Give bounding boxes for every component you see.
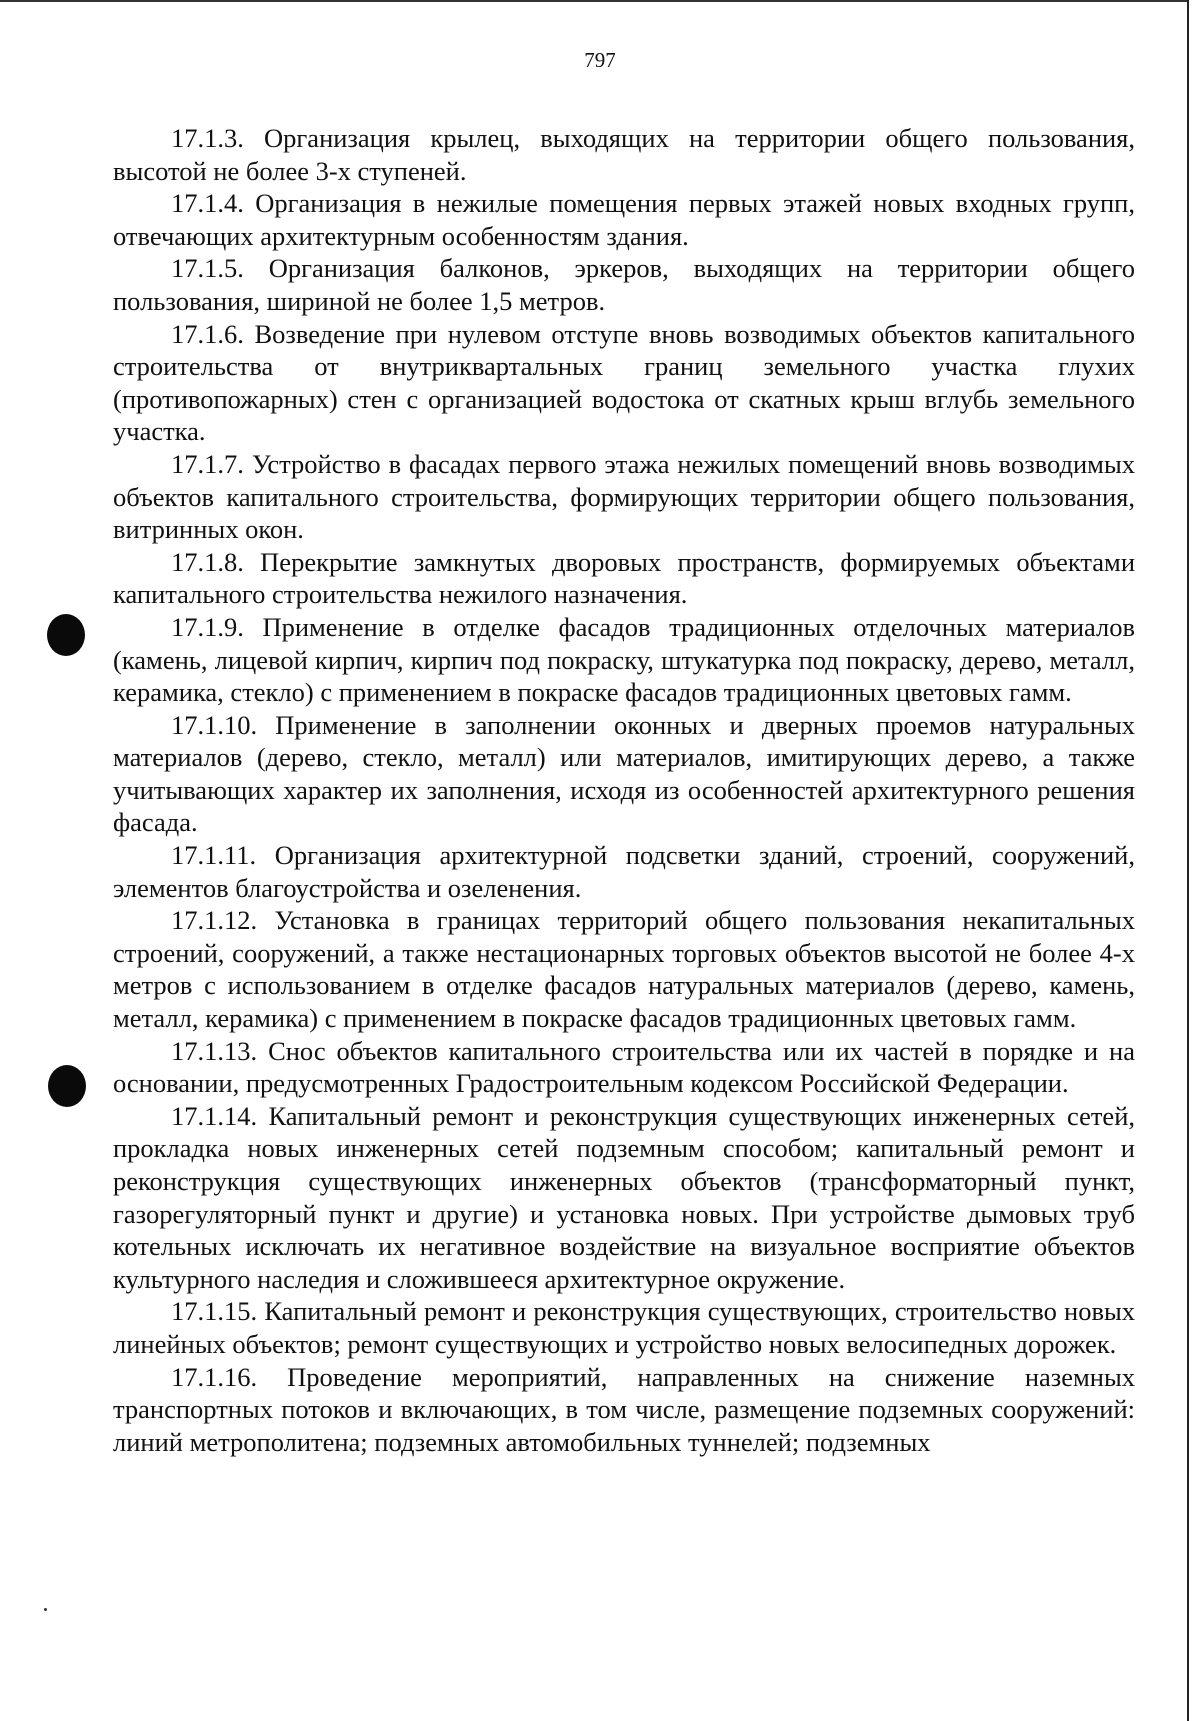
paragraph-number: 17.1.11. xyxy=(171,840,257,871)
paragraph-number: 17.1.15. xyxy=(171,1296,258,1327)
paragraph-number: 17.1.3. xyxy=(171,123,244,153)
paragraph-17-1-5 xyxy=(113,252,1135,317)
paragraph-number: 17.1.6. xyxy=(171,318,244,349)
paragraph-17-1-15 xyxy=(113,1295,1135,1360)
page-number: 797 xyxy=(584,48,616,72)
paragraph-number: 17.1.4. xyxy=(171,188,244,219)
paragraph-number: 17.1.7. xyxy=(171,448,244,479)
paragraph-number: 17.1.13. xyxy=(171,1035,258,1066)
paragraph-17-1-10 xyxy=(113,709,1135,839)
paragraph-17-1-11 xyxy=(113,839,1135,904)
paragraph-number: 17.1.5. xyxy=(171,253,244,284)
paragraph-text: Организация в нежилые помещения первых этажей новых входных групп, отвечающих архитектурным особенностям здания. xyxy=(113,188,1135,251)
document-body xyxy=(113,122,1135,1458)
paragraph-text: Капитальный ремонт и реконструкция существующих, строительство новых линейных объектов; ремонт существующих и устройство новых велосипедных дорожек. xyxy=(113,1296,1136,1359)
paragraph-text: Устройство в фасадах первого этажа нежилых помещений вновь возводимых объектов капитального строительства, формирующих территории общего пользования, витринных окон. xyxy=(113,448,1135,545)
paragraph-text: Организация крылец, выходящих на территории общего пользования, высотой не более 3-х ступеней. xyxy=(113,123,1135,186)
paragraph-17-1-8 xyxy=(113,546,1135,611)
paragraph-17-1-13 xyxy=(113,1035,1135,1100)
paragraph-text: Возведение при нулевом отступе вновь возводимых объектов капитального строительства от внутриквартальных границ земельного участка глухих (противопожарных) стен с организацией водостока от скатных крыш вглубь земельного участка. xyxy=(113,318,1136,447)
paragraph-17-1-16 xyxy=(113,1361,1135,1459)
paragraph-number: 17.1.10. xyxy=(171,709,258,740)
paragraph-text: Снос объектов капитального строительства или их частей в порядке и на основании, предусмотренных Градостроительным кодексом Российской Федерации. xyxy=(113,1035,1135,1099)
paragraph-17-1-12 xyxy=(113,904,1135,1034)
paragraph-text: Применение в отделке фасадов традиционных отделочных материалов (камень, лицевой кирпич, кирпич под покраску, штукатурка под покраску, дерево, металл, керамика, стекло) с применением в покраске фасадов традиционных цветовых гамм. xyxy=(113,611,1136,708)
paragraph-text: Применение в заполнении оконных и дверных проемов натуральных материалов (дерево, стекло, металл) или материалов, имитирующих дерево, а также учитывающих характер их заполнения, исходя из особенностей архитектурного решения фасада. xyxy=(113,709,1136,838)
paragraph-17-1-4 xyxy=(113,187,1135,252)
punch-hole-icon xyxy=(47,614,85,656)
paragraph-number: 17.1.14. xyxy=(171,1100,258,1131)
paragraph-number: 17.1.16. xyxy=(171,1361,258,1392)
punch-hole-icon xyxy=(48,1065,86,1107)
scan-top-edge xyxy=(0,0,1189,2)
paragraph-17-1-9 xyxy=(113,611,1135,709)
paragraph-text: Перекрытие замкнутых дворовых пространств, формируемых объектами капитального строительства нежилого назначения. xyxy=(113,546,1135,610)
paragraph-text: Организация архитектурной подсветки зданий, строений, сооружений, элементов благоустройства и озеленения. xyxy=(113,840,1135,903)
paragraph-17-1-3 xyxy=(113,122,1135,187)
paragraph-17-1-7 xyxy=(113,448,1135,546)
paragraph-17-1-14 xyxy=(113,1100,1135,1296)
paragraph-text: Организация балконов, эркеров, выходящих на территории общего пользования, шириной не более 1,5 метров. xyxy=(113,253,1135,316)
scan-speck xyxy=(44,1608,47,1611)
paragraph-17-1-6 xyxy=(113,318,1135,448)
paragraph-text: Установка в границах территорий общего пользования некапитальных строений, сооружений, а также нестационарных торговых объектов высотой не более 4-х метров с использованием в отделке фасадов натуральных материалов (дерево, камень, металл, керамика) с применением в покраске фасадов традиционных цветовых гамм. xyxy=(113,905,1135,1034)
paragraph-number: 17.1.12. xyxy=(171,905,258,936)
scan-right-edge xyxy=(1187,0,1189,1721)
paragraph-text: Капитальный ремонт и реконструкция существующих инженерных сетей, прокладка новых инженерных сетей подземным способом; капитальный ремонт и реконструкция существующих инженерных объектов (трансформаторный пункт, газорегуляторный пункт и другие) и установка новых. При устройстве дымовых труб котельных исключать их негативное воздействие на визуальное восприятие объектов культурного наследия и сложившееся архитектурное окружение. xyxy=(113,1100,1135,1294)
paragraph-number: 17.1.8. xyxy=(171,546,244,577)
paragraph-number: 17.1.9. xyxy=(171,611,244,642)
paragraph-text: Проведение мероприятий, направленных на снижение наземных транспортных потоков и включающих, в том числе, размещение подземных сооружений: линий метрополитена; подземных автомобильных туннелей; подземных xyxy=(113,1361,1135,1457)
